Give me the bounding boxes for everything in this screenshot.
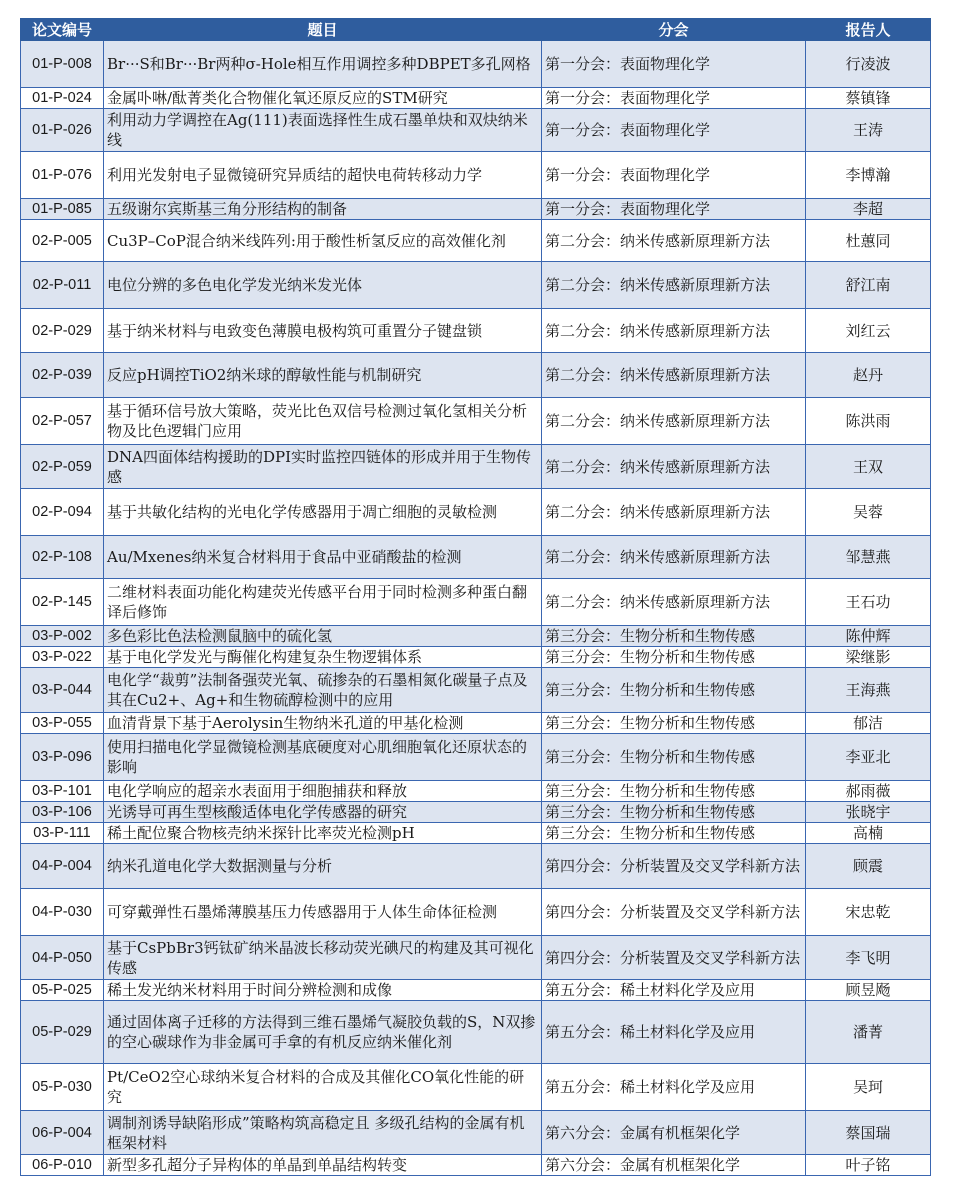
session-cell: 第六分会：金属有机框架化学	[542, 1111, 806, 1155]
paper-id-cell: 02-P-057	[21, 398, 104, 445]
session-cell: 第二分会：纳米传感新原理新方法	[542, 309, 806, 353]
session-cell: 第二分会：纳米传感新原理新方法	[542, 445, 806, 489]
title-cell: 稀土发光纳米材料用于时间分辨检测和成像	[104, 980, 542, 1001]
paper-id-cell: 05-P-030	[21, 1064, 104, 1111]
paper-id-cell: 03-P-044	[21, 668, 104, 713]
speaker-cell: 吴蓉	[806, 489, 931, 536]
table-row	[21, 398, 931, 445]
table-row	[21, 309, 931, 353]
title-cell: 金属卟啉/酞菁类化合物催化氧还原反应的STM研究	[104, 88, 542, 109]
paper-id-cell: 01-P-085	[21, 199, 104, 220]
speaker-cell: 刘红云	[806, 309, 931, 353]
session-cell: 第二分会：纳米传感新原理新方法	[542, 220, 806, 262]
table-row	[21, 781, 931, 802]
table-row	[21, 1155, 931, 1176]
speaker-cell: 李博瀚	[806, 152, 931, 199]
session-cell: 第二分会：纳米传感新原理新方法	[542, 579, 806, 626]
title-cell: 反应pH调控TiO2纳米球的醇敏性能与机制研究	[104, 353, 542, 398]
paper-id-cell: 01-P-076	[21, 152, 104, 199]
speaker-cell: 李超	[806, 199, 931, 220]
session-cell: 第三分会：生物分析和生物传感	[542, 626, 806, 647]
title-cell: DNA四面体结构援助的DPI实时监控四链体的形成并用于生物传感	[104, 445, 542, 489]
table-row	[21, 823, 931, 844]
table-row	[21, 802, 931, 823]
table-row	[21, 489, 931, 536]
table-row	[21, 1111, 931, 1155]
session-cell: 第一分会：表面物理化学	[542, 199, 806, 220]
table-header-row	[21, 19, 931, 41]
speaker-cell: 陈洪雨	[806, 398, 931, 445]
paper-id-cell: 03-P-096	[21, 734, 104, 781]
title-cell: 五级谢尔宾斯基三角分形结构的制备	[104, 199, 542, 220]
title-cell: 电化学响应的超亲水表面用于细胞捕获和释放	[104, 781, 542, 802]
table-row	[21, 844, 931, 889]
paper-id-cell: 06-P-010	[21, 1155, 104, 1176]
header-paper-id: 论文编号	[21, 19, 104, 41]
paper-id-cell: 02-P-094	[21, 489, 104, 536]
paper-id-cell: 02-P-029	[21, 309, 104, 353]
session-cell: 第四分会：分析装置及交叉学科新方法	[542, 889, 806, 936]
speaker-cell: 舒江南	[806, 262, 931, 309]
paper-id-cell: 02-P-059	[21, 445, 104, 489]
title-cell: 可穿戴弹性石墨烯薄膜基压力传感器用于人体生命体征检测	[104, 889, 542, 936]
speaker-cell: 邹慧燕	[806, 536, 931, 579]
table-row	[21, 579, 931, 626]
table-row	[21, 936, 931, 980]
paper-id-cell: 03-P-002	[21, 626, 104, 647]
paper-id-cell: 02-P-011	[21, 262, 104, 309]
title-cell: 基于CsPbBr3钙钛矿纳米晶波长移动荧光碘尺的构建及其可视化传感	[104, 936, 542, 980]
title-cell: 光诱导可再生型核酸适体电化学传感器的研究	[104, 802, 542, 823]
paper-id-cell: 03-P-055	[21, 713, 104, 734]
title-cell: Au/Mxenes纳米复合材料用于食品中亚硝酸盐的检测	[104, 536, 542, 579]
table-row	[21, 626, 931, 647]
session-cell: 第五分会：稀土材料化学及应用	[542, 1001, 806, 1064]
session-cell: 第二分会：纳米传感新原理新方法	[542, 398, 806, 445]
speaker-cell: 行凌波	[806, 41, 931, 88]
session-cell: 第三分会：生物分析和生物传感	[542, 713, 806, 734]
speaker-cell: 李飞明	[806, 936, 931, 980]
title-cell: 电化学“裁剪”法制备强荧光氧、硫掺杂的石墨相氮化碳量子点及其在Cu2+、Ag+和生物硫醇检测中的应用	[104, 668, 542, 713]
session-cell: 第五分会：稀土材料化学及应用	[542, 1064, 806, 1111]
poster-presentation-table	[20, 18, 931, 1176]
paper-id-cell: 02-P-039	[21, 353, 104, 398]
paper-id-cell: 05-P-029	[21, 1001, 104, 1064]
session-cell: 第六分会：金属有机框架化学	[542, 1155, 806, 1176]
title-cell: 调制剂诱导缺陷形成”策略构筑高稳定且 多级孔结构的金属有机框架材料	[104, 1111, 542, 1155]
speaker-cell: 宋忠乾	[806, 889, 931, 936]
speaker-cell: 梁继影	[806, 647, 931, 668]
title-cell: Br···S和Br···Br两种σ-Hole相互作用调控多种DBPET多孔网格	[104, 41, 542, 88]
speaker-cell: 陈仲辉	[806, 626, 931, 647]
title-cell: 新型多孔超分子异构体的单晶到单晶结构转变	[104, 1155, 542, 1176]
table-row	[21, 647, 931, 668]
session-cell: 第一分会：表面物理化学	[542, 41, 806, 88]
title-cell: Pt/CeO2空心球纳米复合材料的合成及其催化CO氧化性能的研究	[104, 1064, 542, 1111]
speaker-cell: 吴珂	[806, 1064, 931, 1111]
session-cell: 第一分会：表面物理化学	[542, 88, 806, 109]
session-cell: 第三分会：生物分析和生物传感	[542, 734, 806, 781]
session-cell: 第二分会：纳米传感新原理新方法	[542, 489, 806, 536]
session-cell: 第三分会：生物分析和生物传感	[542, 802, 806, 823]
table-row	[21, 734, 931, 781]
session-cell: 第三分会：生物分析和生物传感	[542, 647, 806, 668]
session-cell: 第一分会：表面物理化学	[542, 152, 806, 199]
session-cell: 第五分会：稀土材料化学及应用	[542, 980, 806, 1001]
title-cell: 电位分辨的多色电化学发光纳米发光体	[104, 262, 542, 309]
title-cell: Cu3P–CoP混合纳米线阵列:用于酸性析氢反应的高效催化剂	[104, 220, 542, 262]
speaker-cell: 李亚北	[806, 734, 931, 781]
table-row	[21, 199, 931, 220]
speaker-cell: 叶子铭	[806, 1155, 931, 1176]
paper-id-cell: 04-P-050	[21, 936, 104, 980]
paper-id-cell: 01-P-008	[21, 41, 104, 88]
table-row	[21, 220, 931, 262]
session-cell: 第二分会：纳米传感新原理新方法	[542, 536, 806, 579]
speaker-cell: 郁洁	[806, 713, 931, 734]
title-cell: 通过固体离子迁移的方法得到三维石墨烯气凝胶负载的S，N双掺的空心碳球作为非金属可手拿的有机反应纳米催化剂	[104, 1001, 542, 1064]
speaker-cell: 赵丹	[806, 353, 931, 398]
session-cell: 第三分会：生物分析和生物传感	[542, 668, 806, 713]
speaker-cell: 潘菁	[806, 1001, 931, 1064]
paper-id-cell: 02-P-145	[21, 579, 104, 626]
table-row	[21, 88, 931, 109]
session-cell: 第四分会：分析装置及交叉学科新方法	[542, 844, 806, 889]
table-row	[21, 262, 931, 309]
title-cell: 二维材料表面功能化构建荧光传感平台用于同时检测多种蛋白翻译后修饰	[104, 579, 542, 626]
paper-id-cell: 06-P-004	[21, 1111, 104, 1155]
speaker-cell: 王涛	[806, 109, 931, 152]
session-cell: 第三分会：生物分析和生物传感	[542, 823, 806, 844]
title-cell: 基于共敏化结构的光电化学传感器用于凋亡细胞的灵敏检测	[104, 489, 542, 536]
title-cell: 基于纳米材料与电致变色薄膜电极构筑可重置分子键盘锁	[104, 309, 542, 353]
paper-id-cell: 03-P-022	[21, 647, 104, 668]
table-row	[21, 109, 931, 152]
title-cell: 使用扫描电化学显微镜检测基底硬度对心肌细胞氧化还原状态的影响	[104, 734, 542, 781]
table-row	[21, 1064, 931, 1111]
table-body	[21, 41, 931, 1176]
speaker-cell: 杜蕙同	[806, 220, 931, 262]
title-cell: 血清背景下基于Aerolysin生物纳米孔道的甲基化检测	[104, 713, 542, 734]
session-cell: 第一分会：表面物理化学	[542, 109, 806, 152]
speaker-cell: 蔡镇锋	[806, 88, 931, 109]
header-title: 题目	[104, 19, 542, 41]
paper-id-cell: 04-P-030	[21, 889, 104, 936]
speaker-cell: 王海燕	[806, 668, 931, 713]
title-cell: 利用光发射电子显微镜研究异质结的超快电荷转移动力学	[104, 152, 542, 199]
speaker-cell: 王石功	[806, 579, 931, 626]
speaker-cell: 蔡国瑞	[806, 1111, 931, 1155]
speaker-cell: 顾昱飏	[806, 980, 931, 1001]
title-cell: 纳米孔道电化学大数据测量与分析	[104, 844, 542, 889]
paper-id-cell: 03-P-106	[21, 802, 104, 823]
session-cell: 第二分会：纳米传感新原理新方法	[542, 262, 806, 309]
title-cell: 稀土配位聚合物核壳纳米探针比率荧光检测pH	[104, 823, 542, 844]
session-cell: 第二分会：纳米传感新原理新方法	[542, 353, 806, 398]
session-cell: 第四分会：分析装置及交叉学科新方法	[542, 936, 806, 980]
table-row	[21, 713, 931, 734]
table-row	[21, 889, 931, 936]
header-speaker: 报告人	[806, 19, 931, 41]
title-cell: 多色彩比色法检测鼠脑中的硫化氢	[104, 626, 542, 647]
table-row	[21, 152, 931, 199]
paper-id-cell: 02-P-005	[21, 220, 104, 262]
paper-id-cell: 01-P-024	[21, 88, 104, 109]
table-row	[21, 445, 931, 489]
speaker-cell: 张晓宇	[806, 802, 931, 823]
paper-id-cell: 04-P-004	[21, 844, 104, 889]
header-session: 分会	[542, 19, 806, 41]
paper-id-cell: 03-P-111	[21, 823, 104, 844]
table-row	[21, 668, 931, 713]
paper-id-cell: 03-P-101	[21, 781, 104, 802]
paper-id-cell: 05-P-025	[21, 980, 104, 1001]
speaker-cell: 高楠	[806, 823, 931, 844]
title-cell: 基于循环信号放大策略，荧光比色双信号检测过氧化氢相关分析物及比色逻辑门应用	[104, 398, 542, 445]
paper-id-cell: 01-P-026	[21, 109, 104, 152]
table-row	[21, 536, 931, 579]
speaker-cell: 顾震	[806, 844, 931, 889]
table-row	[21, 353, 931, 398]
session-cell: 第三分会：生物分析和生物传感	[542, 781, 806, 802]
speaker-cell: 王双	[806, 445, 931, 489]
table-row	[21, 41, 931, 88]
title-cell: 利用动力学调控在Ag(111)表面选择性生成石墨单炔和双炔纳米线	[104, 109, 542, 152]
table-row	[21, 1001, 931, 1064]
speaker-cell: 郝雨薇	[806, 781, 931, 802]
title-cell: 基于电化学发光与酶催化构建复杂生物逻辑体系	[104, 647, 542, 668]
table-row	[21, 980, 931, 1001]
paper-id-cell: 02-P-108	[21, 536, 104, 579]
